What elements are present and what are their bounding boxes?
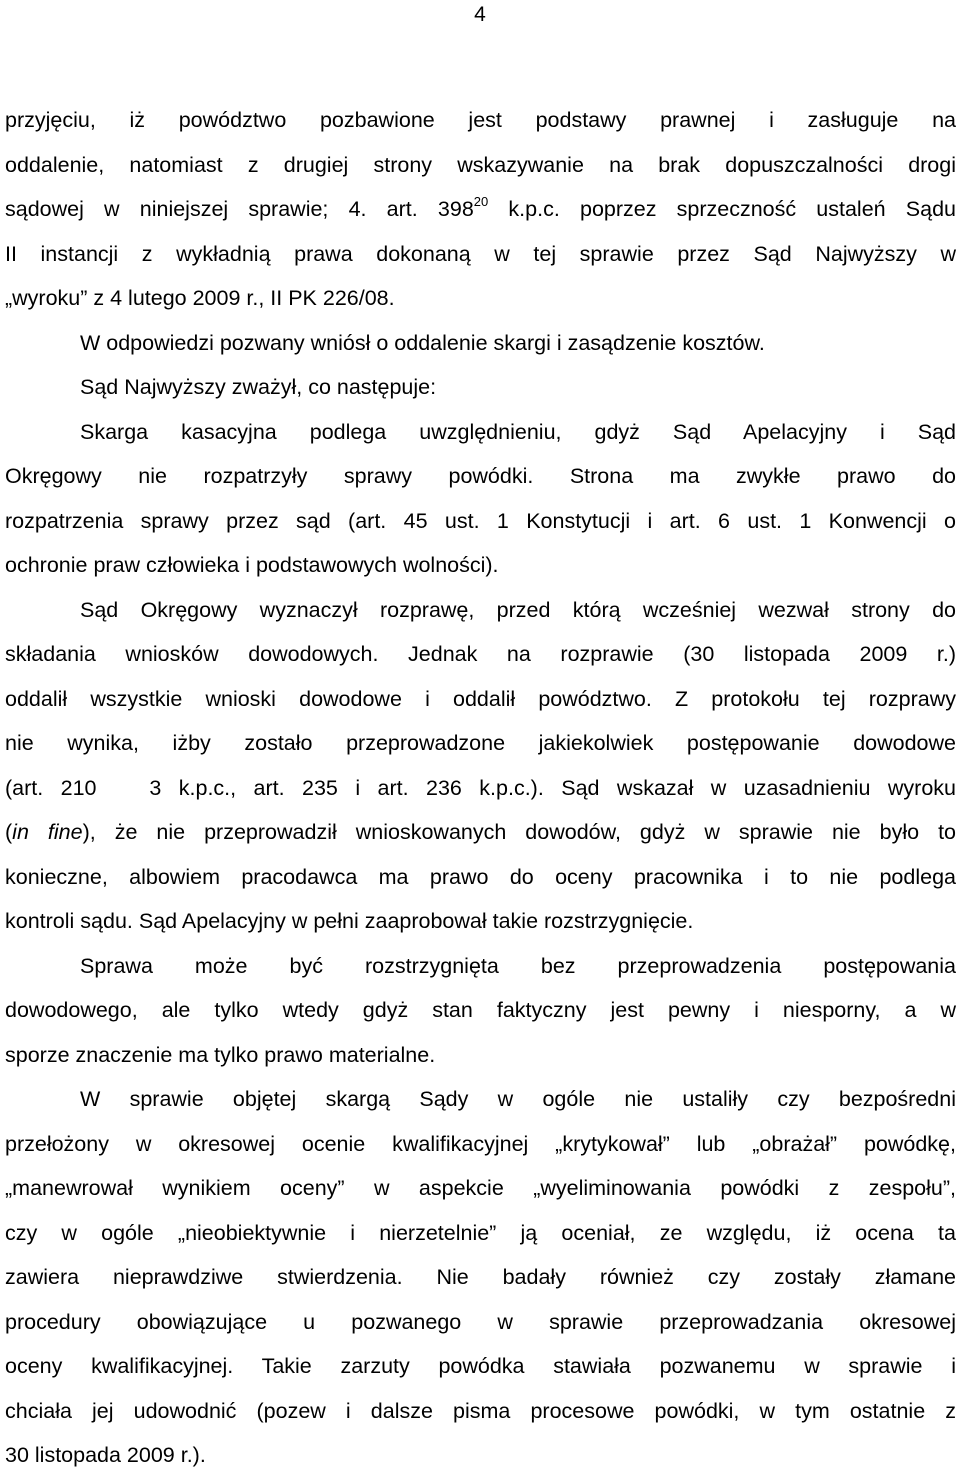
text-segment: sądowej w niniejszej sprawie; 4. art. 398 bbox=[5, 197, 474, 221]
text-line bbox=[5, 766, 956, 811]
page-number: 4 bbox=[474, 3, 486, 26]
text-line: W odpowiedzi pozwany wniósł o oddalenie skargi i zasądzenie kosztów. bbox=[80, 330, 765, 355]
text-line: zawiera nieprawdziwe stwierdzenia. Nie badały również czy zostały złamane bbox=[5, 1265, 956, 1289]
text-line: W sprawie objętej skargą Sądy w ogóle nie ustaliły czy bezpośredni bbox=[80, 1087, 956, 1111]
text-line: „wyroku” z 4 lutego 2009 r., II PK 226/08. bbox=[5, 286, 395, 310]
text-line: oddalenie, natomiast z drugiej strony wskazywanie na brak dopuszczalności drogi bbox=[5, 152, 956, 177]
text-line: 30 listopada 2009 r.). bbox=[5, 1443, 206, 1467]
text-line: chciała jej udowodnić (pozew i dalsze pisma procesowe powódki, w tym ostatnie z bbox=[5, 1398, 956, 1423]
text-line: rozpatrzenia sprawy przez sąd (art. 45 ust. 1 Konstytucji i art. 6 ust. 1 Konwencji o bbox=[5, 508, 956, 533]
superscript: 20 bbox=[473, 193, 489, 209]
text-line: procedury obowiązujące u pozwanego w sprawie przeprowadzania okresowej bbox=[5, 1309, 956, 1334]
text-line: Sąd Okręgowy wyznaczył rozprawę, przed którą wcześniej wezwał strony do bbox=[80, 597, 956, 622]
text-line: składania wniosków dowodowych. Jednak na rozprawie (30 listopada 2009 r.) bbox=[5, 642, 956, 666]
text-line: czy w ogóle „nieobiektywnie i nierzetelnie” ją oceniał, ze względu, iż ocena ta bbox=[5, 1220, 956, 1245]
text-line: Okręgowy nie rozpatrzyły sprawy powódki. Strona ma zwykłe prawo do bbox=[5, 464, 956, 488]
text-segment: 3 k.p.c., art. 235 i art. 236 k.p.c.). Sąd wskazał w uzasadnieniu wyroku bbox=[131, 775, 956, 800]
document-body bbox=[5, 98, 956, 1478]
text-line: przyjęciu, iż powództwo pozbawione jest podstawy prawnej i zasługuje na bbox=[5, 108, 956, 132]
text-line: Sprawa może być rozstrzygnięta bez przeprowadzenia postępowania bbox=[80, 953, 956, 978]
text-line: konieczne, albowiem pracodawca ma prawo do oceny pracownika i to nie podlega bbox=[5, 864, 956, 889]
text-line: oddalił wszystkie wnioski dowodowe i oddalił powództwo. Z protokołu tej rozprawy bbox=[5, 686, 956, 711]
text-line: II instancji z wykładnią prawa dokonaną w tej sprawie przez Sąd Najwyższy w bbox=[5, 241, 956, 266]
text-line: dowodowego, ale tylko wtedy gdyż stan faktyczny jest pewny i niesporny, a w bbox=[5, 998, 956, 1022]
text-line: Skarga kasacyjna podlega uwzględnieniu, gdyż Sąd Apelacyjny i Sąd bbox=[80, 419, 956, 444]
text-line bbox=[5, 810, 956, 855]
text-line: ochronie praw człowieka i podstawowych wolności). bbox=[5, 553, 499, 577]
text-segment: k.p.c. poprzez sprzeczność ustaleń Sądu bbox=[488, 197, 957, 221]
text-line: sporze znaczenie ma tylko prawo materialne. bbox=[5, 1042, 436, 1067]
text-line: Sąd Najwyższy zważył, co następuje: bbox=[80, 375, 437, 399]
italic-text: in fine bbox=[12, 820, 83, 844]
text-segment: ), że nie przeprowadził wnioskowanych dowodów, gdyż w sprawie nie było to bbox=[82, 820, 957, 844]
text-line bbox=[5, 187, 956, 232]
text-line: przełożony w okresowej ocenie kwalifikacyjnej „krytykował” lub „obrażał” powódkę, bbox=[5, 1131, 956, 1156]
text-line: oceny kwalifikacyjnej. Takie zarzuty powódka stawiała pozwanemu w sprawie i bbox=[5, 1354, 956, 1378]
text-line: nie wynika, iżby zostało przeprowadzone jakiekolwiek postępowanie dowodowe bbox=[5, 731, 956, 755]
text-line: kontroli sądu. Sąd Apelacyjny w pełni zaaprobował takie rozstrzygnięcie. bbox=[5, 909, 694, 933]
text-segment: ( bbox=[5, 820, 13, 844]
text-segment: (art. 210 bbox=[5, 775, 114, 800]
text-line: „manewrował wynikiem oceny” w aspekcie „wyeliminowania powódki z zespołu”, bbox=[5, 1176, 956, 1200]
